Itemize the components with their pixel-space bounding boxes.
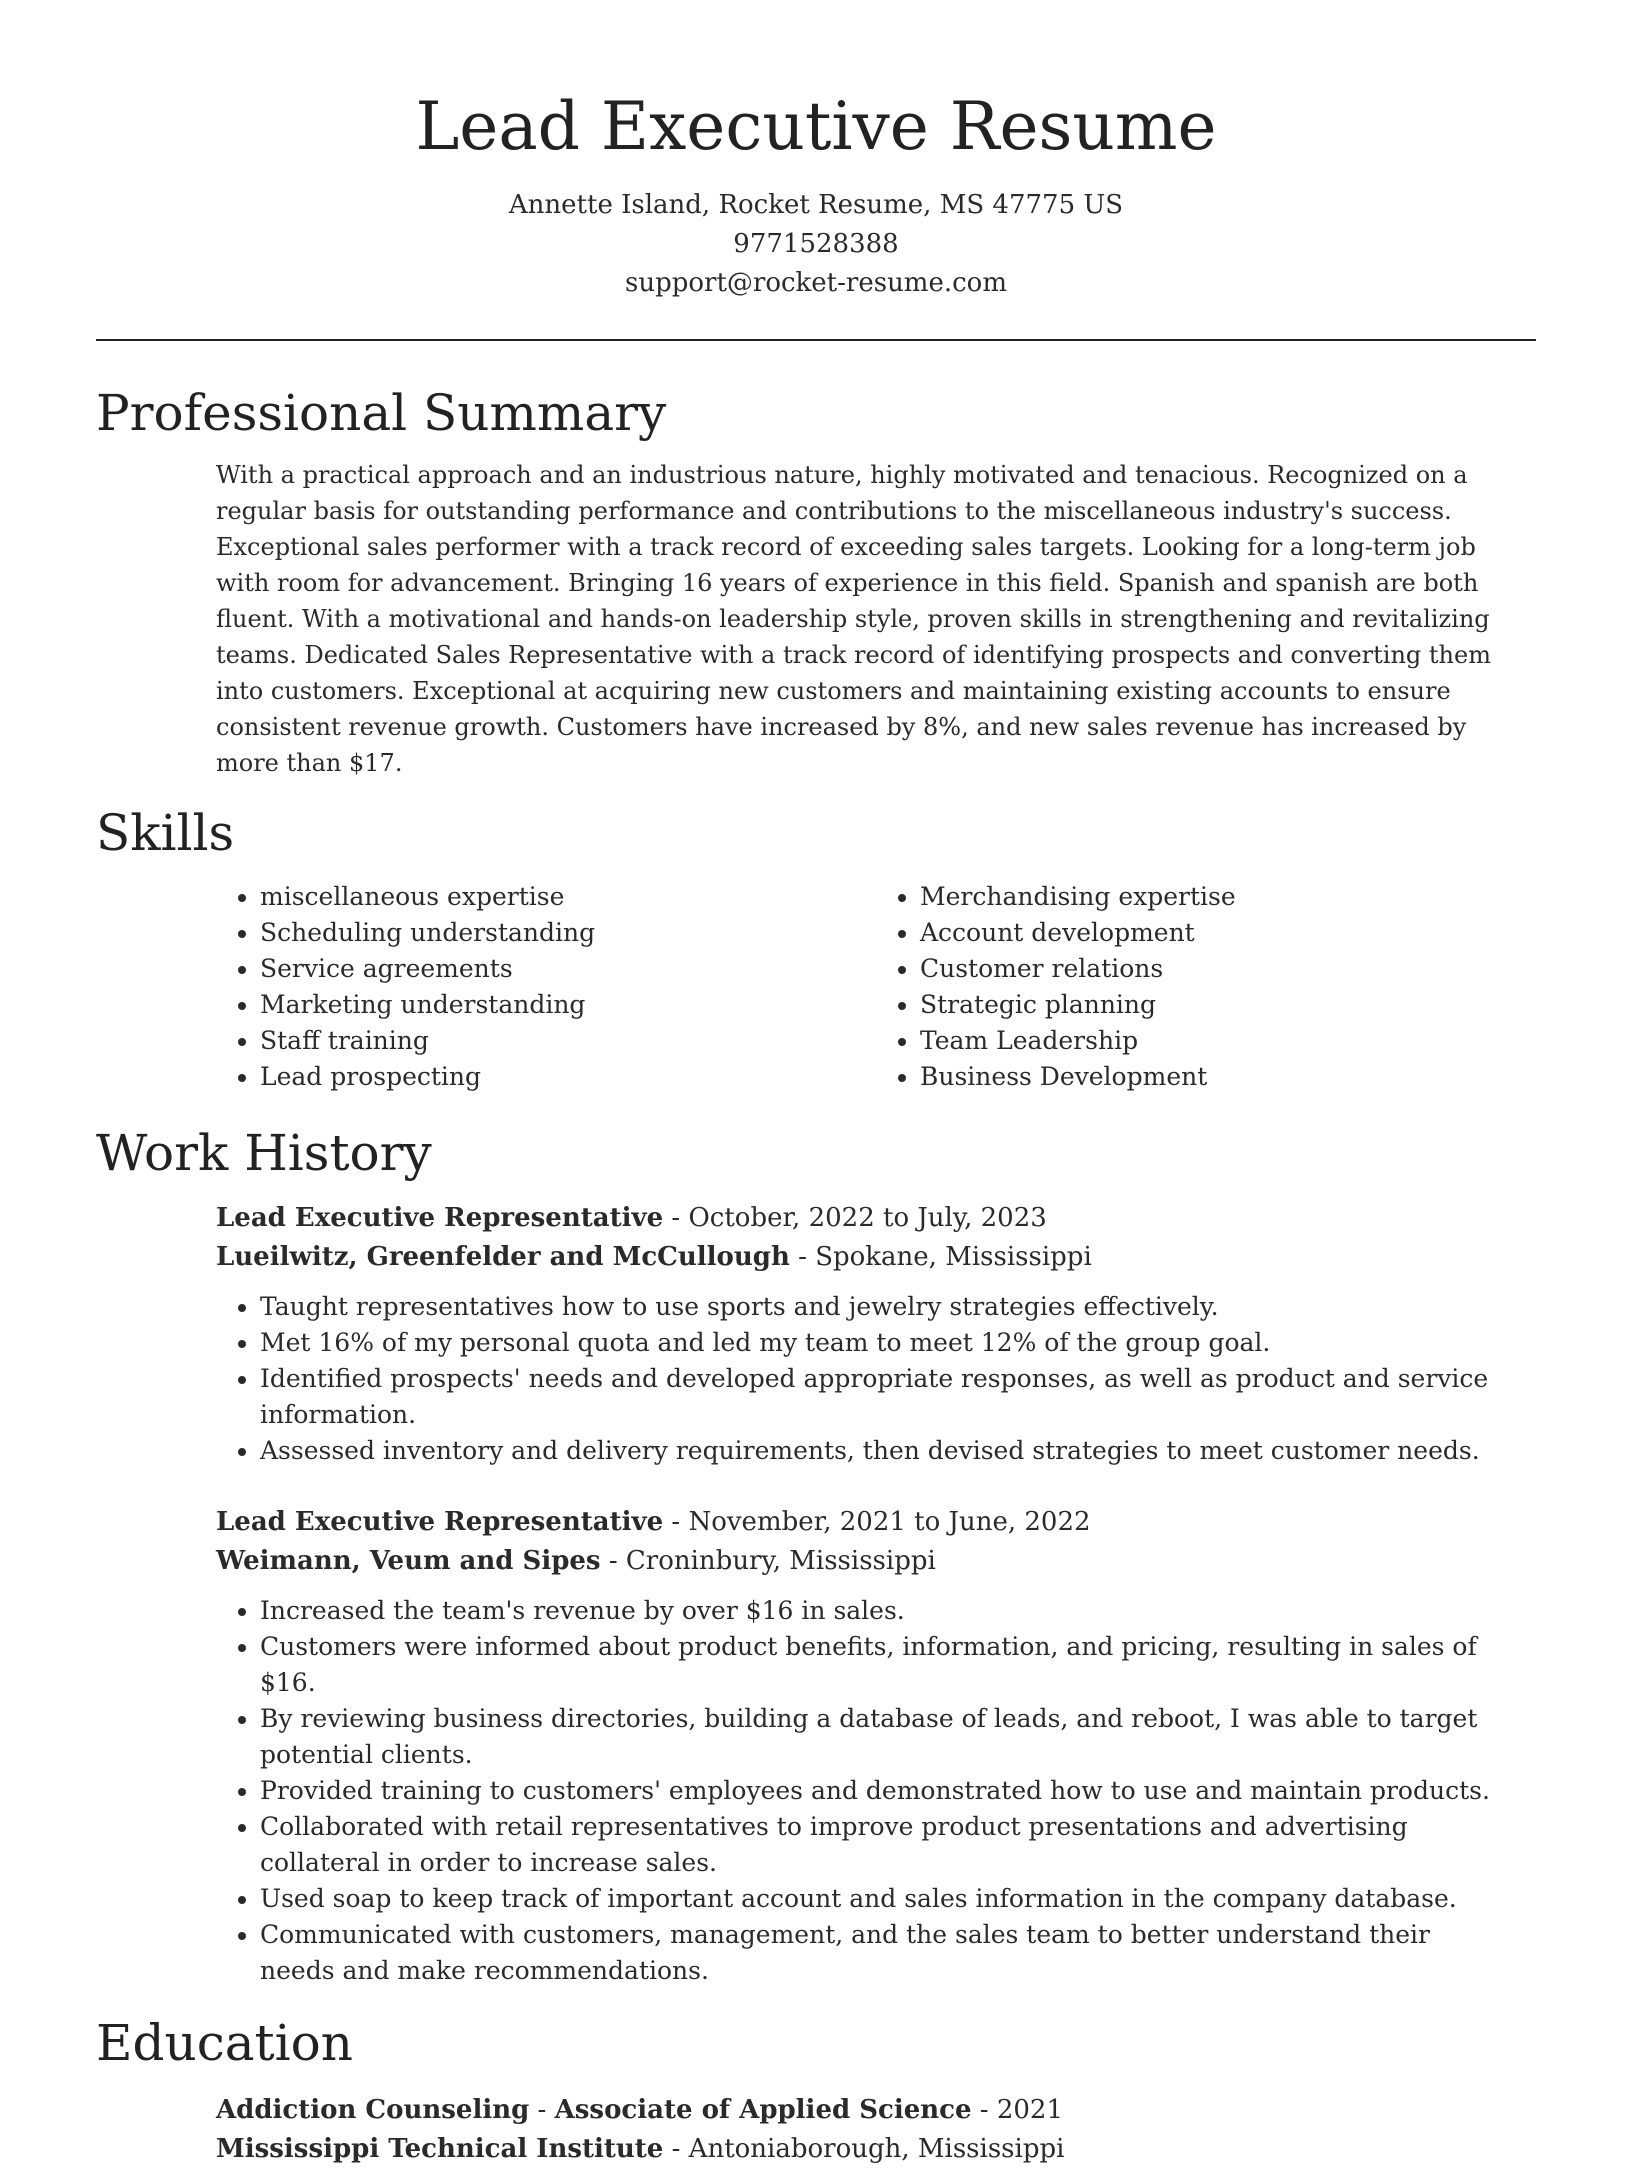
job-company: Lueilwitz, Greenfelder and McCullough xyxy=(216,1242,790,1272)
job-title-line xyxy=(216,1199,1536,1238)
job-bullets xyxy=(216,1593,1536,1989)
job-bullet: • Used soap to keep track of important account and sales information in the company database. xyxy=(260,1881,1536,1917)
skills-section xyxy=(96,801,1536,1095)
separator: - xyxy=(971,2095,997,2125)
skill-item: • miscellaneous expertise xyxy=(260,879,876,915)
skill-item: • Customer relations xyxy=(920,951,1536,987)
contact-address: Annette Island, Rocket Resume, MS 47775 US xyxy=(508,190,1124,220)
education-year: 2021 xyxy=(996,2095,1064,2125)
job-bullet: • Provided training to customers' employees and demonstrated how to use and maintain products. xyxy=(260,1773,1536,1809)
job-entry xyxy=(216,1199,1536,1469)
skill-item: • Account development xyxy=(920,915,1536,951)
education-degree-line xyxy=(216,2091,1536,2130)
skills-column-left xyxy=(216,879,876,1095)
job-dates: October, 2022 to July, 2023 xyxy=(688,1203,1047,1233)
job-title-line xyxy=(216,1503,1536,1542)
education-field: Addiction Counseling xyxy=(216,2095,530,2125)
summary-heading: Professional Summary xyxy=(96,384,667,442)
job-company-line xyxy=(216,1238,1536,1277)
job-bullet: • By reviewing business directories, building a database of leads, and reboot, I was able to target potential clients. xyxy=(260,1701,1536,1773)
separator: - xyxy=(600,1546,626,1576)
job-bullet: • Customers were informed about product benefits, information, and pricing, resulting in sales of $16. xyxy=(260,1629,1536,1701)
job-bullet: • Met 16% of my personal quota and led my team to meet 12% of the group goal. xyxy=(260,1325,1536,1361)
education-degree: Associate of Applied Science xyxy=(554,2095,972,2125)
education-school: Mississippi Technical Institute xyxy=(216,2134,664,2164)
contact-email: support@rocket-resume.com xyxy=(624,268,1007,298)
summary-text: With a practical approach and an industrious nature, highly motivated and tenacious. Recognized on a regular basis for outstanding performance and contributions to the miscellaneous industry's success. Exceptional sales performer with a track record of exceeding sales targets. Looking for a long-term job with room for advancement. Bringing 16 years of experience in this field. Spanish and spanish are both fluent. With a motivational and hands-on leadership style, proven skills in strengthening and revitalizing teams. Dedicated Sales Representative with a track record of identifying prospects and converting them into customers. Exceptional at acquiring new customers and maintaining existing accounts to ensure consistent revenue growth. Customers have increased by 8%, and new sales revenue has increased by more than $17. xyxy=(216,461,1491,777)
work-history-heading: Work History xyxy=(96,1124,432,1182)
separator: - xyxy=(663,2134,689,2164)
skills-heading: Skills xyxy=(96,804,235,862)
contact-info xyxy=(96,186,1536,303)
job-bullet: • Collaborated with retail representatives to improve product presentations and advertising collateral in order to increase sales. xyxy=(260,1809,1536,1881)
header-divider xyxy=(96,339,1536,341)
separator: - xyxy=(663,1203,689,1233)
job-location: Spokane, Mississippi xyxy=(815,1242,1092,1272)
job-bullet: • Increased the team's revenue by over $16 in sales. xyxy=(260,1593,1536,1629)
education-location: Antoniaborough, Mississippi xyxy=(688,2134,1065,2164)
separator: - xyxy=(529,2095,555,2125)
job-bullets xyxy=(216,1289,1536,1469)
summary-section xyxy=(96,381,1536,781)
resume-title: Lead Executive Resume xyxy=(415,88,1217,165)
work-history-section xyxy=(96,1121,1536,1989)
resume-header xyxy=(96,0,1536,303)
skill-item: • Scheduling understanding xyxy=(260,915,876,951)
separator: - xyxy=(789,1242,816,1272)
skills-column-right xyxy=(876,879,1536,1095)
skill-item: • Marketing understanding xyxy=(260,987,876,1023)
skills-grid xyxy=(216,879,1536,1095)
separator: - xyxy=(663,1507,689,1537)
job-title: Lead Executive Representative xyxy=(216,1507,664,1537)
education-heading: Education xyxy=(96,2014,353,2072)
skill-item: • Team Leadership xyxy=(920,1023,1536,1059)
job-bullet: • Assessed inventory and delivery requirements, then devised strategies to meet customer needs. xyxy=(260,1433,1536,1469)
job-entry xyxy=(216,1503,1536,1989)
job-title: Lead Executive Representative xyxy=(216,1203,664,1233)
job-bullet: • Communicated with customers, management, and the sales team to better understand their needs and make recommendations. xyxy=(260,1917,1536,1989)
skill-item: • Staff training xyxy=(260,1023,876,1059)
job-bullet: • Taught representatives how to use sports and jewelry strategies effectively. xyxy=(260,1289,1536,1325)
job-dates: November, 2021 to June, 2022 xyxy=(688,1507,1091,1537)
skill-item: • Service agreements xyxy=(260,951,876,987)
skill-item: • Business Development xyxy=(920,1059,1536,1095)
skill-item: • Lead prospecting xyxy=(260,1059,876,1095)
contact-phone: 9771528388 xyxy=(733,229,899,259)
job-company: Weimann, Veum and Sipes xyxy=(216,1546,601,1576)
job-company-line xyxy=(216,1542,1536,1581)
job-location: Croninbury, Mississippi xyxy=(625,1546,936,1576)
job-bullet: • Identified prospects' needs and developed appropriate responses, as well as product and service information. xyxy=(260,1361,1536,1433)
education-entry xyxy=(216,2091,1536,2169)
skill-item: • Strategic planning xyxy=(920,987,1536,1023)
skill-item: • Merchandising expertise xyxy=(920,879,1536,915)
education-school-line xyxy=(216,2130,1536,2169)
education-section xyxy=(96,2011,1536,2169)
